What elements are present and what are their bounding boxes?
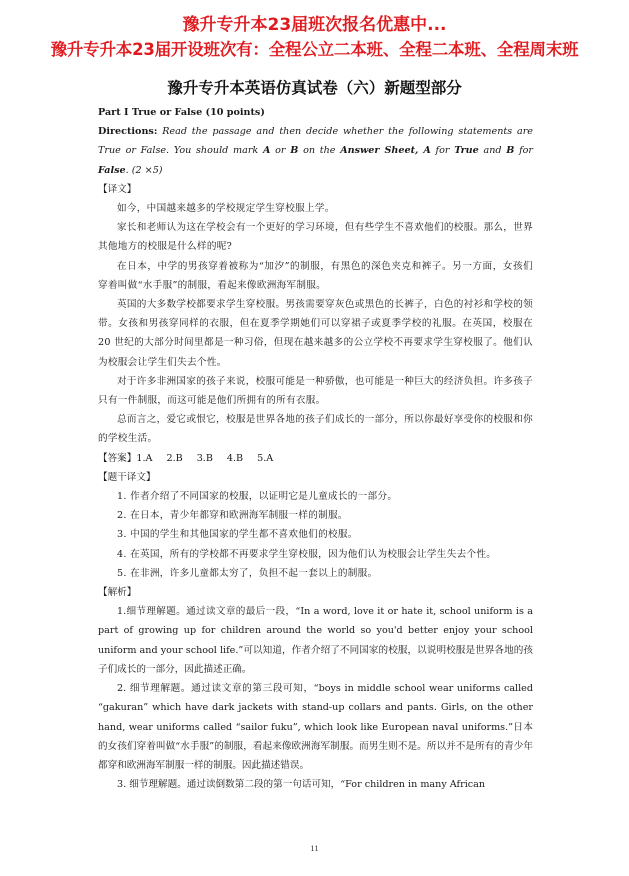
translation-paragraph: 在日本，中学的男孩穿着被称为“加汐”的制服，有黑色的深色夹克和裤子。另一方面，女孩们穿着叫做“水手服”的制服，看起来像欧洲海军制服。 (98, 260, 533, 291)
directions-true: True (454, 145, 479, 157)
promo-banner-line2: 豫升专升本23届开设班次有：全程公立二本班、全程二本班、全程周末班 (50, 40, 579, 59)
answer-item: 2.B (166, 452, 183, 464)
stem-label: 【题干译文】 (98, 471, 156, 483)
answer-item: 4.B (226, 452, 244, 464)
answer-item: 5.A (257, 452, 274, 464)
stem-item: 4. 在英国，所有的学校都不再要求学生穿校服，因为他们认为校服会让学生失去个性。 (117, 548, 497, 560)
directions-and: and (478, 145, 507, 157)
directions-for1: for (430, 145, 455, 157)
analysis-paragraph: 2. 细节理解题。通过读文章的第三段可知，“boys in middle school wear uniforms called “gakuran” which have dark jackets with stand-up collars and pants. Girls, on the other hand, wear uniforms called “sailor fuku”, which look like European naval uniforms.”日本的女孩们穿着叫做“水手服”的制服，看起来像欧洲海军制服。而男生则不是。所以并不是所有的青少年都穿和欧洲海军制服一样的制服。因此描述错误。 (98, 683, 533, 771)
translation-paragraph: 如今，中国越来越多的学校规定学生穿校服上学。 (117, 203, 335, 215)
directions-false: False (98, 164, 126, 176)
directions-b: B (290, 145, 299, 157)
answer-item: 3.B (196, 452, 213, 464)
stem-item: 5. 在非洲，许多儿童都太穷了，负担不起一套以上的制服。 (117, 567, 378, 579)
promo-banner-line1: 豫升专升本23届班次报名优惠中... (182, 15, 447, 35)
directions-sheet: Answer Sheet, A (340, 145, 431, 157)
page-title: 豫升专升本英语仿真试卷（六）新题型部分 (167, 79, 462, 97)
stem-item: 1. 作者介绍了不同国家的校服，以证明它是儿童成长的一部分。 (117, 491, 398, 503)
analysis-label: 【解析】 (98, 587, 137, 599)
translation-paragraph: 总而言之，爱它或恨它，校服是世界各地的孩子们成长的一部分，所以你最好享受你的校服和你的学校生活。 (98, 414, 533, 445)
translation-paragraph: 家长和老师认为这在学校会有一个更好的学习环境，但有些学生不喜欢他们的校服。那么，世界其他地方的校服是什么样的呢? (98, 222, 533, 253)
translation-label: 【译文】 (98, 183, 137, 195)
directions (98, 122, 533, 180)
translation-paragraph: 英国的大多数学校都要求学生穿校服。男孩需要穿灰色或黑色的长裤子，白色的衬衫和学校的领带。女孩和男孩穿同样的衣服，但在夏季学期她们可以穿裙子或夏季学校的礼服。在英国，校服在 20 世纪的大部分时间里都是一种习俗，但现在越来越多的公立学校不再要求学生穿校服了。他们认为校服会让学生们失去个性。 (98, 299, 533, 368)
part-heading: Part I True or False (10 points) (98, 107, 265, 118)
directions-a: A (262, 145, 271, 157)
stem-item: 3. 中国的学生和其他国家的学生都不喜欢他们的校服。 (117, 529, 358, 541)
directions-label: Directions: (98, 126, 158, 138)
directions-text: Read the passage and then decide whether the following statements are True or False. You should mark (98, 126, 533, 157)
answer-item: 1.A (136, 452, 153, 464)
directions-on: on the (298, 145, 341, 157)
page-number: 11 (310, 843, 319, 853)
answer-line (98, 449, 533, 468)
translation-paragraph: 对于许多非洲国家的孩子来说，校服可能是一种骄傲，也可能是一种巨大的经济负担。许多孩子只有一件制服，而这可能是他们所拥有的所有衣服。 (98, 375, 533, 407)
analysis-paragraph: 3. 细节理解题。通过读倒数第二段的第一句话可知，“For children in many African (117, 779, 486, 791)
document-body (98, 103, 533, 794)
answer-label: 【答案】 (98, 452, 137, 464)
directions-or: or (270, 145, 291, 157)
directions-for2: for (514, 145, 534, 157)
analysis-paragraph: 1.细节理解题。通过读文章的最后一段，“In a word, love it or hate it, school uniform is a part of growing up for children around the world so you'd better enjoy your school uniform and your school life.”可以知道，作者介绍了不同国家的校服，以说明校服是世界各地的孩子们成长的一部分，因此描述正确。 (98, 606, 533, 675)
directions-b2: B (506, 145, 515, 157)
directions-score: . (2 ×5) (125, 164, 163, 176)
stem-item: 2. 在日本，青少年都穿和欧洲海军制服一样的制服。 (117, 510, 348, 522)
